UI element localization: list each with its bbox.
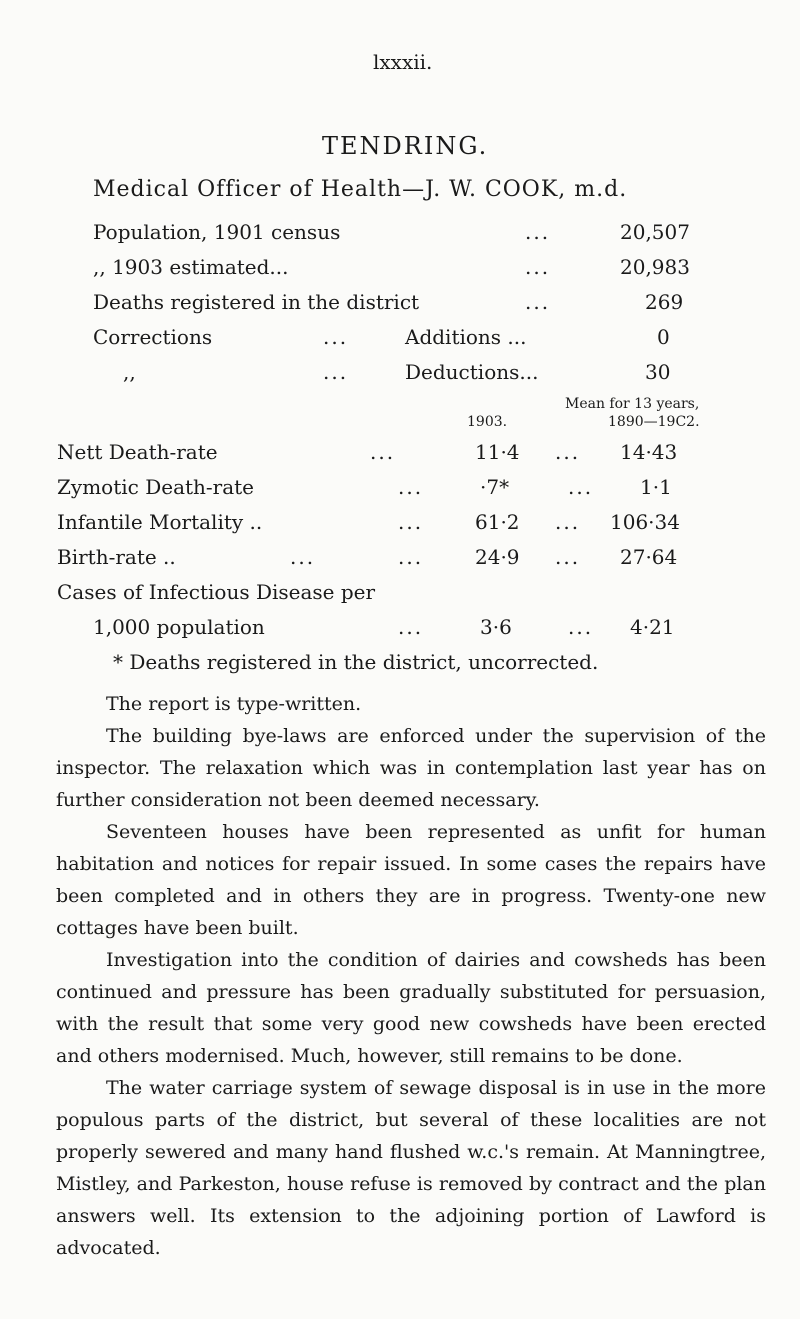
rate-value-1903: 61·2 bbox=[475, 510, 520, 534]
rate-label: Birth-rate .. bbox=[57, 545, 176, 569]
rate-label-continued: 1,000 population bbox=[93, 615, 265, 639]
column-header: 1890—19C2. bbox=[608, 414, 700, 430]
summary-label: Deaths registered in the district bbox=[93, 290, 420, 314]
leader-dots: ... bbox=[323, 325, 349, 349]
rate-value-mean: 4·21 bbox=[630, 615, 675, 639]
rate-label: Zymotic Death-rate bbox=[57, 475, 255, 499]
leader-dots: ... bbox=[290, 545, 316, 569]
rate-label: Nett Death-rate bbox=[57, 440, 218, 464]
summary-value: 30 bbox=[645, 360, 671, 384]
footnote: * Deaths registered in the district, uncorrected. bbox=[113, 650, 599, 674]
rate-value-mean: 14·43 bbox=[620, 440, 678, 464]
leader-dots: ... bbox=[568, 615, 594, 639]
paragraph: Seventeen houses have been represented as unfit for human habitation and notices for repair issued. In some cases the repairs have been completed and in others they are in progress. Twenty-one new cottages have been built. bbox=[56, 821, 766, 939]
paragraph: The water carriage system of sewage disposal is in use in the more populous parts of the district, but several of these localities are not properly sewered and many hand flushed w.c.'s remain. At Manningtree, Mistley, and Parkeston, house refuse is removed by contract and the plan answers well. Its extension to the adjoining portion of Lawford is advocated. bbox=[56, 1077, 766, 1259]
leader-dots: ... bbox=[555, 510, 581, 534]
summary-value: 269 bbox=[645, 290, 684, 314]
summary-value: 20,983 bbox=[620, 255, 690, 279]
medical-officer: Medical Officer of Health—J. W. COOK, m.d. bbox=[93, 177, 628, 202]
summary-label: ,, bbox=[123, 360, 136, 384]
leader-dots: ... bbox=[398, 545, 424, 569]
summary-label: Corrections bbox=[93, 325, 213, 349]
summary-label: Population, 1901 census bbox=[93, 220, 341, 244]
leader-dots: ... bbox=[555, 440, 581, 464]
leader-dots: ... bbox=[525, 220, 551, 244]
column-header: Mean for 13 years, bbox=[565, 396, 700, 412]
paragraph: Investigation into the condition of dairies and cowsheds has been continued and pressure has been gradually substituted for persuasion, with the result that some very good new cowsheds have been erected and others modernised. Much, however, still remains to be done. bbox=[56, 949, 766, 1067]
rate-value-mean: 27·64 bbox=[620, 545, 678, 569]
leader-dots: ... bbox=[555, 545, 581, 569]
leader-dots: ... bbox=[568, 475, 594, 499]
rate-value-1903: 24·9 bbox=[475, 545, 520, 569]
summary-label: ,, 1903 estimated... bbox=[93, 255, 289, 279]
summary-sublabel: Additions ... bbox=[405, 325, 527, 349]
paragraph: The building bye-laws are enforced under the supervision of the inspector. The relaxation which was in contemplation last year has on further consideration not been deemed necessary. bbox=[56, 725, 766, 811]
rate-value-1903: ·7* bbox=[480, 475, 510, 499]
rate-label: Cases of Infectious Disease per bbox=[57, 580, 376, 604]
leader-dots: ... bbox=[525, 290, 551, 314]
rate-value-mean: 106·34 bbox=[610, 510, 680, 534]
leader-dots: ... bbox=[323, 360, 349, 384]
rate-value-1903: 3·6 bbox=[480, 615, 512, 639]
leader-dots: ... bbox=[398, 615, 424, 639]
rate-value-mean: 1·1 bbox=[640, 475, 672, 499]
summary-value: 20,507 bbox=[620, 220, 690, 244]
page-title: TENDRING. bbox=[322, 132, 489, 160]
leader-dots: ... bbox=[398, 475, 424, 499]
leader-dots: ... bbox=[370, 440, 396, 464]
summary-value: 0 bbox=[657, 325, 670, 349]
summary-sublabel: Deductions... bbox=[405, 360, 539, 384]
rate-label: Infantile Mortality .. bbox=[57, 510, 263, 534]
leader-dots: ... bbox=[525, 255, 551, 279]
page-number: lxxxii. bbox=[373, 50, 433, 74]
paragraph: The report is type-written. bbox=[106, 693, 362, 715]
body-text bbox=[56, 688, 766, 1264]
leader-dots: ... bbox=[398, 510, 424, 534]
column-header: 1903. bbox=[467, 414, 508, 430]
rate-value-1903: 11·4 bbox=[475, 440, 520, 464]
